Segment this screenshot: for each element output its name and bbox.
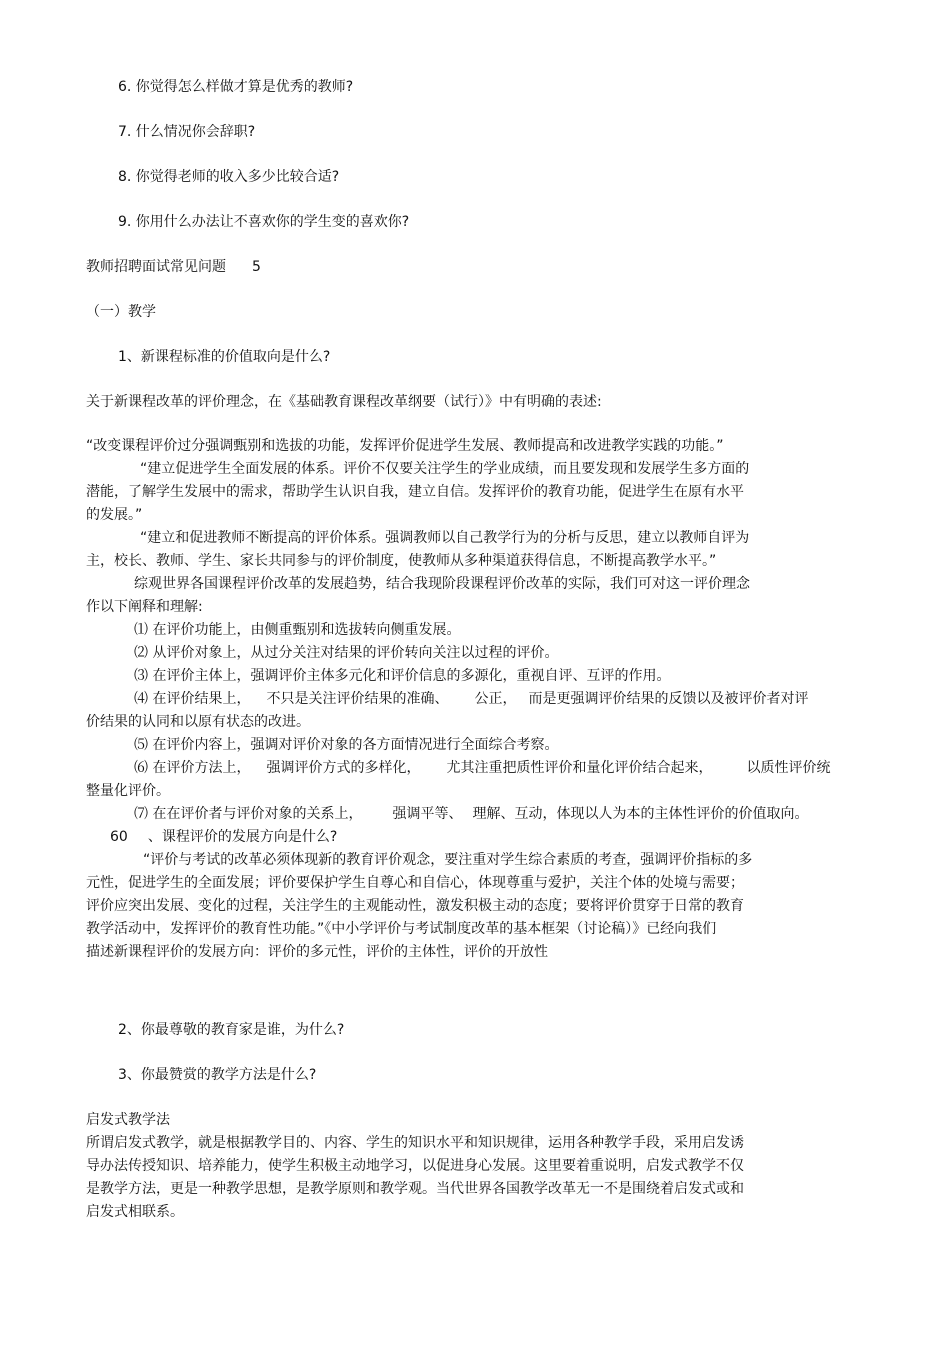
question-3: 3、你最赞赏的教学方法是什么? [118,1067,317,1083]
quote-1: “改变课程评价过分强调甄别和选拔的功能，发挥评价促进学生发展、教师提高和改进教学实践的功能。” [86,438,724,454]
point-1: ⑴ 在评价功能上，由侧重甄别和选拔转向侧重发展。 [134,622,461,638]
point-5: ⑸ 在评价内容上，强调对评价对象的各方面情况进行全面综合考察。 [134,737,559,753]
answer-60-line: “评价与考试的改革必须体现新的教育评价观念，要注重对学生综合素质的考查，强调评价指标的多 [143,852,753,868]
point-7-part: 理解、互动，体现以人为本的主体性评价的价值取向。 [472,806,809,822]
point-2: ⑵ 从评价对象上，从过分关注对结果的评价转向关注以过程的评价。 [134,645,559,661]
answer-60-line: 教学活动中，发挥评价的教育性功能。”《中小学评价与考试制度改革的基本框架（讨论稿）》已经向我们 [86,921,717,937]
section-heading [86,257,261,277]
point-4-part: 公正， [474,691,517,707]
point-7-part: 强调平等、 [392,806,463,822]
quote-3-line: 主，校长、教师、学生、家长共同参与的评价制度，使教师从多种渠道获得信息，不断提高教学水平。” [86,553,717,569]
question-6: 6. 你觉得怎么样做才算是优秀的教师? [118,79,354,95]
question-7: 7. 什么情况你会辞职? [118,124,256,140]
method-body-line: 是教学方法，更是一种教学思想，是教学原则和教学观。当代世界各国教学改革无一不是围绕着启发式或和 [86,1181,744,1197]
answer-60-line: 描述新课程评价的发展方向：评价的多元性，评价的主体性，评价的开放性 [86,944,548,960]
point-6-part: 强调评价方式的多样化， [266,760,421,776]
point-4-continued: 价结果的认同和以原有状态的改进。 [86,714,310,730]
point-4-part: 而是更强调评价结果的反馈以及被评价者对评 [528,691,809,707]
point-7 [134,804,808,824]
method-body-line: 所谓启发式教学，就是根据教学目的、内容、学生的知识水平和知识规律，运用各种教学手段，采用启发诱 [86,1135,744,1151]
point-4 [134,689,808,709]
subsection-title: （一）教学 [86,304,156,320]
answer-60-line: 评价应突出发展、变化的过程，关注学生的主观能动性，激发积极主动的态度；要将评价贯穿于日常的教育 [86,898,744,914]
point-3: ⑶ 在评价主体上，强调评价主体多元化和评价信息的多源化，重视自评、互评的作用。 [134,668,671,684]
point-7-part: ⑺ 在在评价者与评价对象的关系上， [134,806,363,822]
section-number: 5 [252,259,261,275]
question-9: 9. 你用什么办法让不喜欢你的学生变的喜欢你? [118,214,410,230]
intro-paragraph: 关于新课程改革的评价理念，在《基础教育课程改革纲要（试行）》中有明确的表述: [86,394,602,410]
question-60-number: 60 [110,829,128,845]
question-1: 1、新课程标准的价值取向是什么? [118,349,331,365]
point-6-part: ⑹ 在评价方法上， [134,760,251,776]
quote-2-line: “建立促进学生全面发展的体系。评价不仅要关注学生的学业成绩，而且要发现和发展学生多方面的 [140,461,750,477]
point-6 [134,758,830,778]
summary-line: 综观世界各国课程评价改革的发展趋势，结合我现阶段课程评价改革的实际，我们可对这一评价理念 [134,576,750,592]
point-4-part: 不只是关注评价结果的准确、 [266,691,449,707]
quote-2-line: 潜能，了解学生发展中的需求，帮助学生认识自我，建立自信。发挥评价的教育功能，促进学生在原有水平 [86,484,744,500]
point-6-continued: 整量化评价。 [86,783,170,799]
method-body-line: 启发式相联系。 [86,1204,184,1220]
quote-3-line: “建立和促进教师不断提高的评价体系。强调教师以自己教学行为的分析与反思，建立以教师自评为 [140,530,750,546]
quote-2-line: 的发展。” [86,507,143,523]
method-title: 启发式教学法 [86,1112,170,1128]
summary-line: 作以下阐释和理解: [86,599,203,615]
point-6-part: 以质性评价统 [746,760,831,776]
question-60-text: 、课程评价的发展方向是什么? [147,829,338,845]
question-2: 2、你最尊敬的教育家是谁，为什么? [118,1022,345,1038]
point-6-part: 尤其注重把质性评价和量化评价结合起来， [446,760,713,776]
method-body-line: 导办法传授知识、培养能力，使学生积极主动地学习，以促进身心发展。这里要着重说明，启发式教学不仅 [86,1158,744,1174]
answer-60-line: 元性，促进学生的全面发展；评价要保护学生自尊心和自信心，体现尊重与爱护，关注个体的处境与需要； [86,875,744,891]
point-4-part: ⑷ 在评价结果上， [134,691,251,707]
section-title: 教师招聘面试常见问题 [86,259,226,275]
question-60 [110,827,337,847]
question-8: 8. 你觉得老师的收入多少比较合适? [118,169,340,185]
